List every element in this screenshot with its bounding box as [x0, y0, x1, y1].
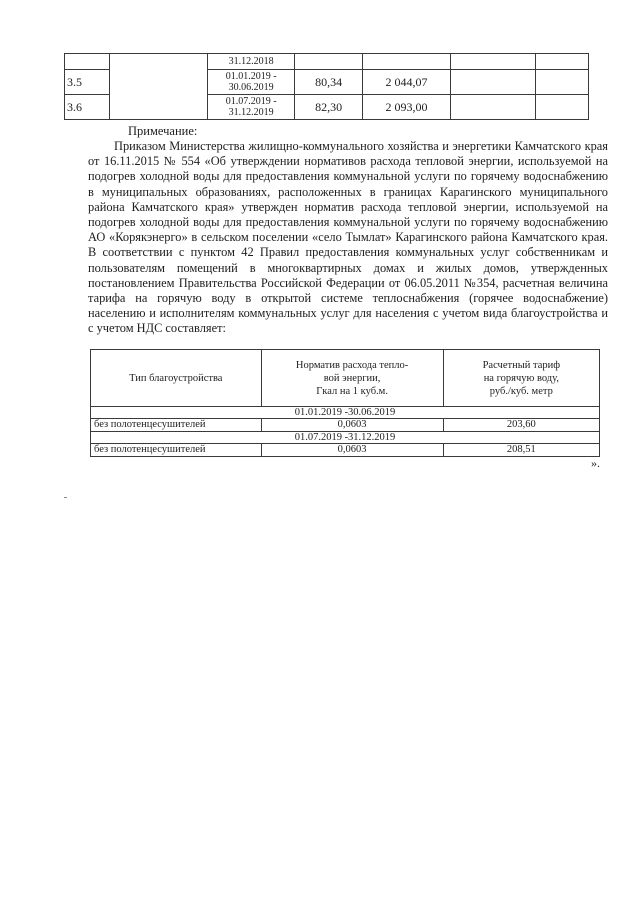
- hot-water-tariff-table: [90, 349, 600, 457]
- norm-cell: 0,0603: [261, 419, 443, 432]
- tariff-cell: 203,60: [443, 419, 599, 432]
- period-line: 30.06.2019: [228, 82, 274, 93]
- header-line: Норматив расхода тепло-: [295, 359, 409, 371]
- period-cell: [208, 70, 295, 95]
- value-cell: 82,30: [295, 95, 363, 120]
- period-line: 31.12.2018: [228, 56, 274, 67]
- blank-cell: [109, 54, 207, 120]
- header-line: руб./куб. метр: [489, 385, 553, 397]
- period-line: 01.07.2019 -: [225, 96, 277, 107]
- norm-cell: 0,0603: [261, 444, 443, 457]
- period-cell: [208, 95, 295, 120]
- header-line: вой энергии,: [323, 372, 381, 384]
- empty-cell: [450, 70, 535, 95]
- period-line: 01.01.2019 -: [225, 71, 277, 82]
- type-cell: без полотенцесушителей: [91, 444, 262, 457]
- type-cell: без полотенцесушителей: [91, 419, 262, 432]
- empty-cell: [450, 95, 535, 120]
- note-title: Примечание:: [128, 124, 198, 138]
- row-number: 3.5: [65, 70, 110, 95]
- row-number: 3.6: [65, 95, 110, 120]
- note-body: Приказом Министерства жилищно-коммунального хозяйства и энергетики Камчатского края от 16.11.2015 № 554 «Об утверждении нормативов расхода тепловой энергии, используемой на подогрев холодной воды для предоставления коммунальной услуги по горячему водоснабжению в муниципальных образованиях, расположенных в границах Карагинского муниципального района Камчатского края» утвержден норматив расхода тепловой энергии, используемой на подогрев холодной воды для предоставления коммунальной услуги по горячему водоснабжению АО «Корякэнерго» в сельском поселении «село Тымлат» Карагинского района Камчатского края. В соответствии с пунктом 42 Правил предоставления коммунальных услуг собственникам и пользователям помещений в многоквартирных домах и жилых домов, утвержденных постановлением Правительства Российской Федерации от 06.05.2011 №354, расчетная величина тарифа на горячую воду в открытой системе теплоснабжения (горячее водоснабжение) населению и исполнителям коммунальных услуг для населения с учетом вида благоустройства и с учетом НДС составляет:: [88, 139, 608, 336]
- value-cell: 2 093,00: [363, 95, 451, 120]
- value-cell: [363, 54, 451, 70]
- header-row: [91, 350, 600, 407]
- header-type: Тип благоустройства: [91, 350, 262, 407]
- empty-cell: [535, 70, 588, 95]
- empty-cell: [450, 54, 535, 70]
- header-line: Гкал на 1 куб.м.: [316, 385, 388, 397]
- table-row: [91, 419, 600, 432]
- tariff-cell: 208,51: [443, 444, 599, 457]
- value-cell: 80,34: [295, 70, 363, 95]
- period-line: 31.12.2019: [228, 107, 274, 118]
- header-line: Расчетный тариф: [482, 359, 561, 371]
- header-norm: [261, 350, 443, 407]
- empty-cell: [535, 95, 588, 120]
- period-label: 01.07.2019 -31.12.2019: [91, 432, 600, 444]
- tariff-continuation-table: [64, 53, 589, 120]
- header-line: на горячую воду,: [483, 372, 559, 384]
- period-row: [91, 432, 600, 444]
- period-row: [91, 407, 600, 419]
- table-row: [91, 444, 600, 457]
- scan-mark: [64, 497, 67, 498]
- header-tariff: [443, 350, 599, 407]
- period-cell: [208, 54, 295, 70]
- row-number: [65, 54, 110, 70]
- period-label: 01.01.2019 -30.06.2019: [91, 407, 600, 419]
- table-row: [65, 54, 589, 70]
- closing-quote: ».: [591, 456, 600, 470]
- value-cell: 2 044,07: [363, 70, 451, 95]
- value-cell: [295, 54, 363, 70]
- empty-cell: [535, 54, 588, 70]
